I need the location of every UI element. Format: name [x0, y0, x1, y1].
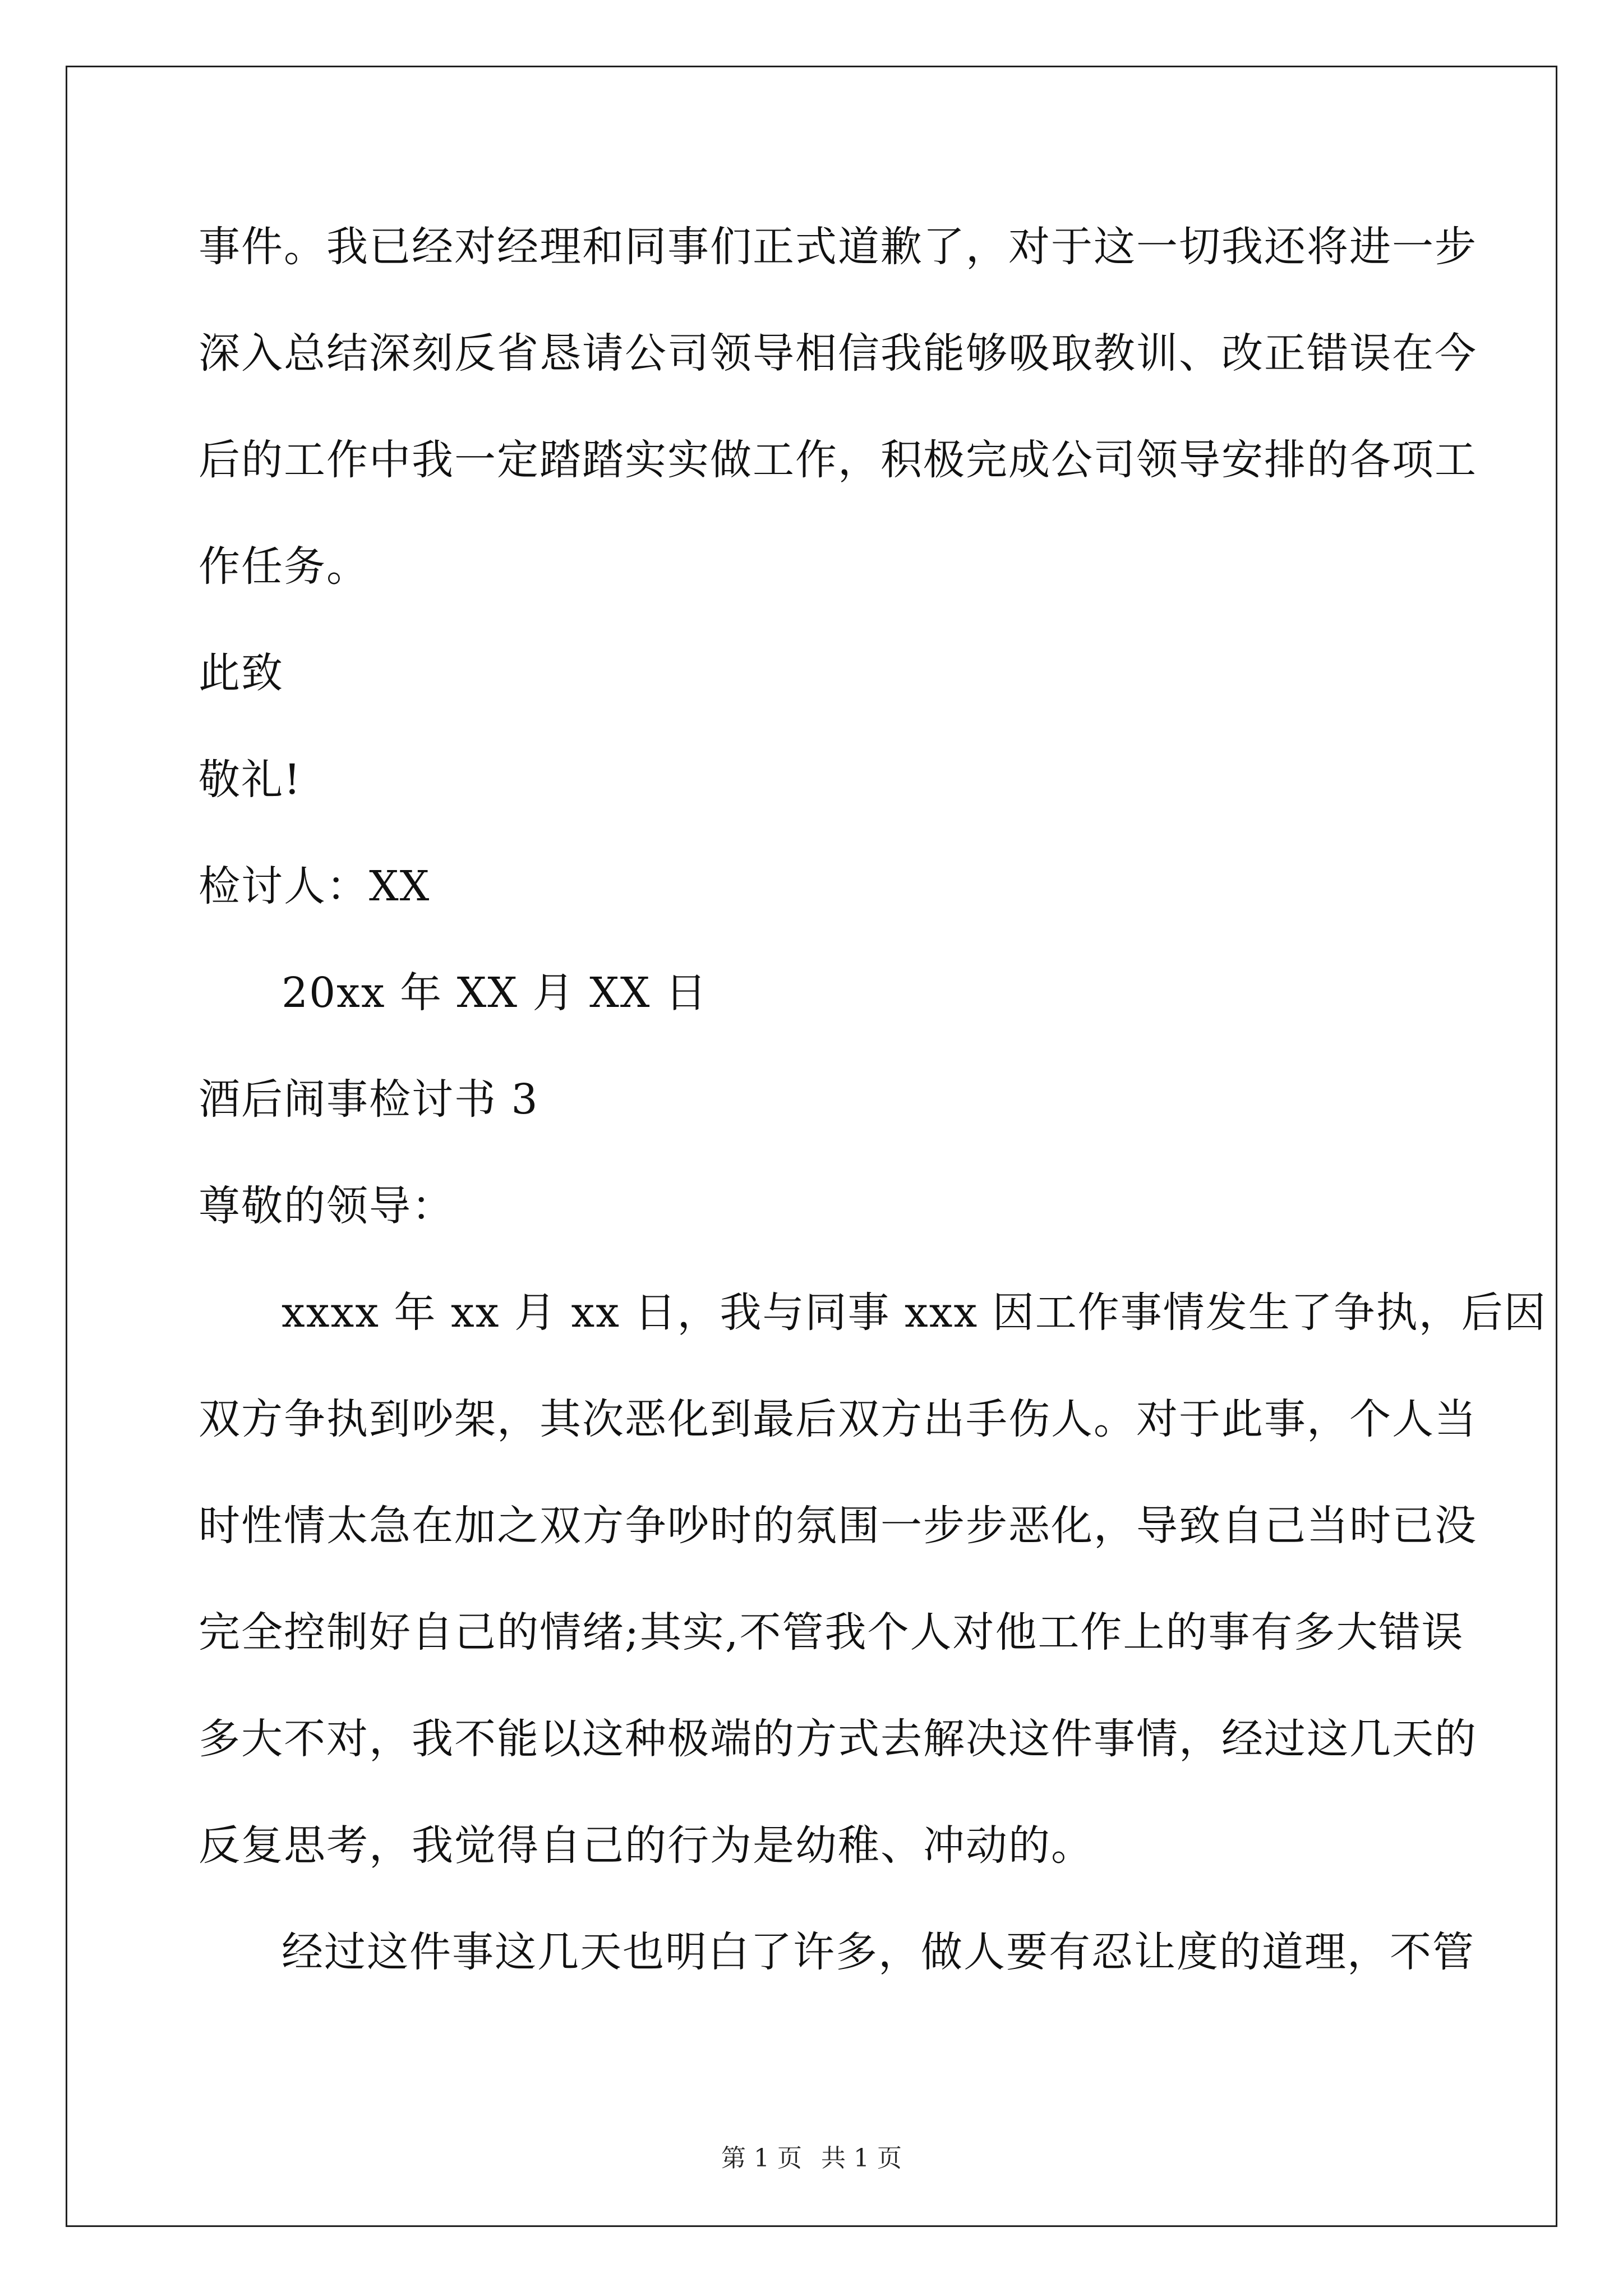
paragraph-line: 时性情太急在加之双方争吵时的氛围一步步恶化，导致自己当时已没	[199, 1502, 1477, 1550]
paragraph-line: 多大不对，我不能以这种极端的方式去解决这件事情，经过这几天的	[199, 1715, 1477, 1763]
page-footer	[0, 2142, 1623, 2175]
section-title: 酒后闹事检讨书 3	[199, 1075, 539, 1124]
paragraph-line: 事件。我已经对经理和同事们正式道歉了，对于这一切我还将进一步	[199, 223, 1477, 271]
paragraph-line: 双方争执到吵架，其次恶化到最后双方出手伤人。对于此事，个人当	[199, 1395, 1477, 1443]
paragraph-line: xxxx 年 xx 月 xx 日，我与同事 xxx 因工作事情发生了争执，后因	[282, 1289, 1547, 1337]
closing-regards: 敬礼!	[199, 756, 302, 804]
signature-line: 检讨人：XX	[199, 862, 431, 910]
greeting-line: 尊敬的领导：	[199, 1182, 454, 1230]
page-number: 第 1 页	[721, 2144, 802, 2173]
paragraph-line: 经过这件事这几天也明白了许多，做人要有忍让度的道理，不管	[282, 1928, 1475, 1976]
date-line: 20xx 年 XX 月 XX 日	[282, 969, 708, 1017]
paragraph-line: 完全控制好自己的情绪;其实,不管我个人对他工作上的事有多大错误	[199, 1608, 1464, 1657]
closing-salutation: 此致	[199, 649, 284, 697]
paragraph-line: 深入总结深刻反省恳请公司领导相信我能够吸取教训、改正错误在今	[199, 329, 1477, 378]
page-border	[66, 66, 1557, 2227]
page-total: 共 1 页	[821, 2144, 902, 2173]
paragraph-line: 反复思考，我觉得自己的行为是幼稚、冲动的。	[199, 1821, 1094, 1870]
paragraph-line: 后的工作中我一定踏踏实实做工作，积极完成公司领导安排的各项工	[199, 436, 1477, 484]
paragraph-line: 作任务。	[199, 542, 369, 591]
